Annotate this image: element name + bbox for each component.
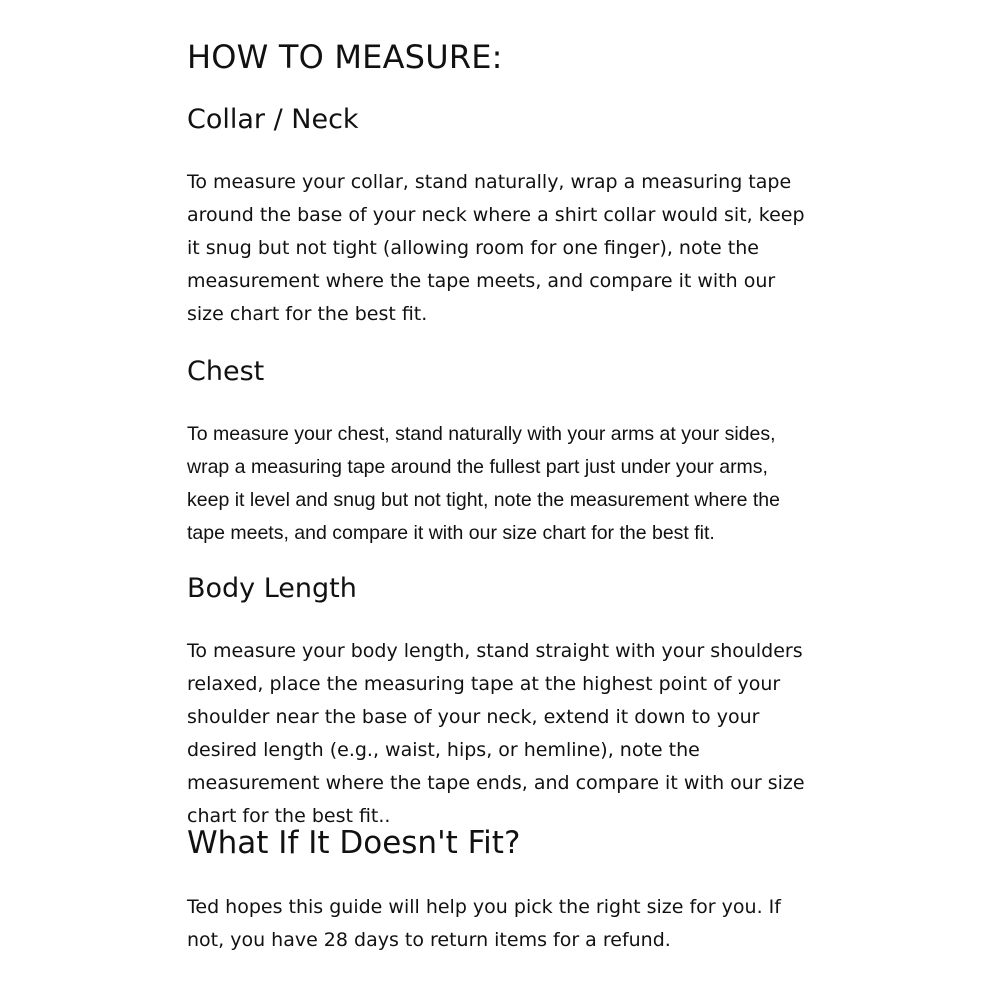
page-title: HOW TO MEASURE: — [187, 38, 503, 76]
fit-policy-heading: What If It Doesn't Fit? — [187, 825, 521, 861]
collar-neck-heading: Collar / Neck — [187, 104, 359, 135]
body-length-instructions: To measure your body length, stand straight with your shoulders relaxed, place the measuring tape at the highest point of your shoulder near the base of your neck, extend it down to your desired length (e.g., waist, hips, or hemline), note the measurement where the tape ends, and compare it with our size chart for the best fit.. — [187, 640, 805, 827]
fit-policy-text: Ted hopes this guide will help you pick the right size for you. If not, you have 28 days to return items for a refund. — [187, 896, 781, 951]
collar-neck-instructions: To measure your collar, stand naturally, wrap a measuring tape around the base of your neck where a shirt collar would sit, keep it snug but not tight (allowing room for one finger), note the measurement where the tape meets, and compare it with our size chart for the best fit. — [187, 171, 805, 325]
body-length-heading: Body Length — [187, 573, 357, 604]
chest-instructions: To measure your chest, stand naturally with your arms at your sides, wrap a measuring tape around the fullest part just under your arms, keep it level and snug but not tight, note the measurement where the tape meets, and compare it with our size chart for the best fit. — [187, 423, 780, 544]
chest-heading: Chest — [187, 356, 265, 387]
